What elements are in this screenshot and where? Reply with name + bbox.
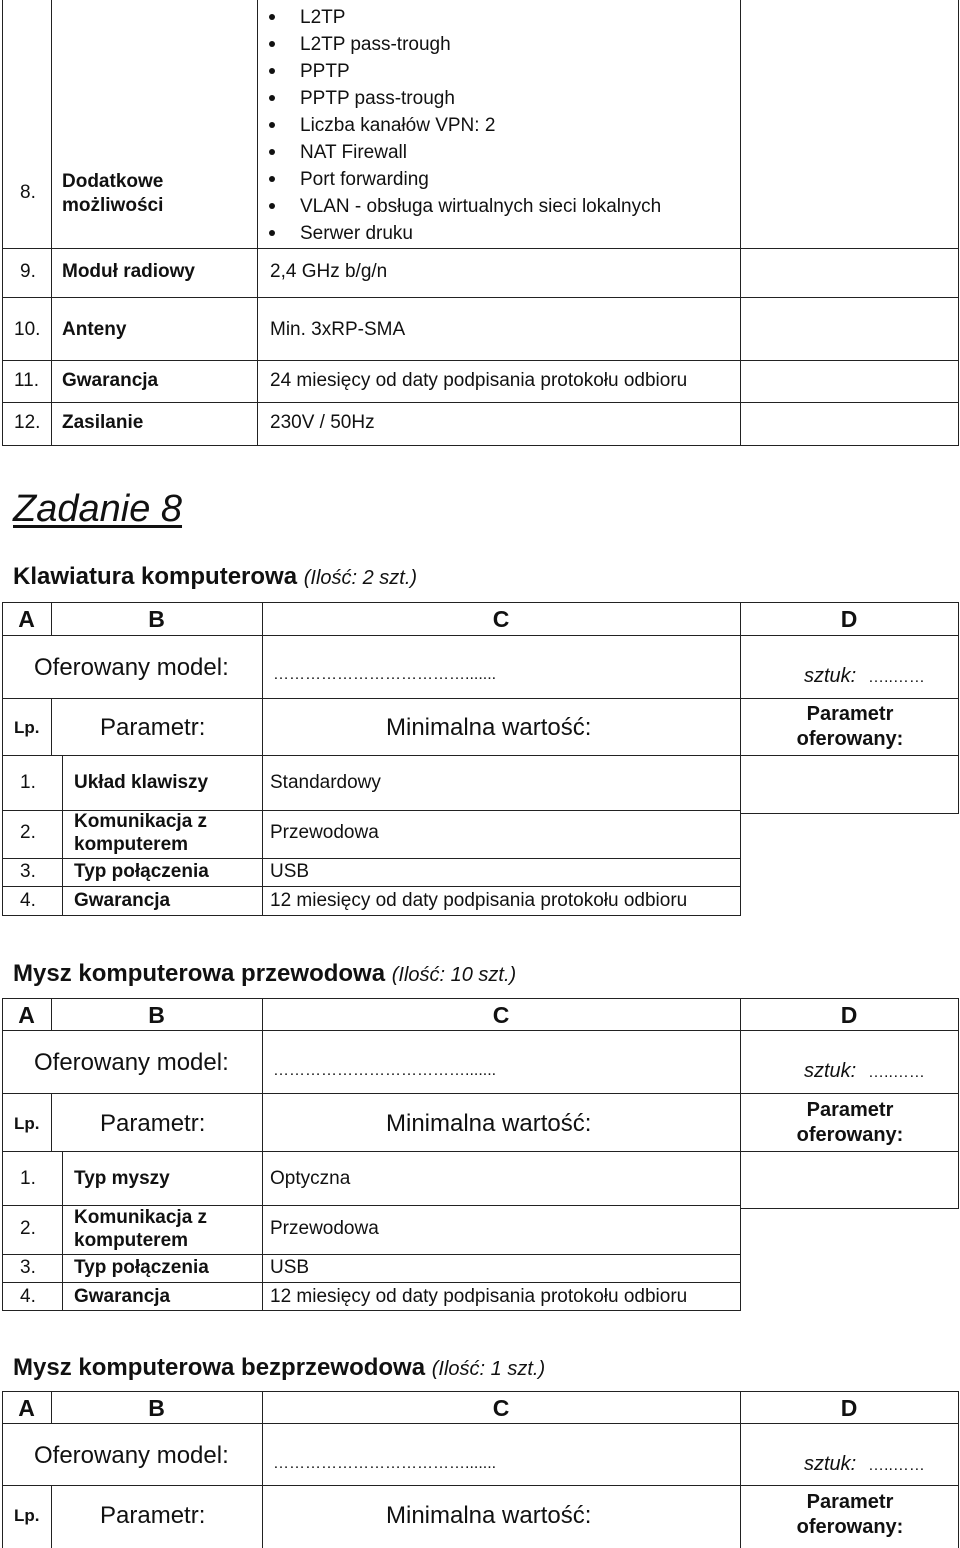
param-header: Parametr: bbox=[100, 1110, 206, 1137]
param-value: 12 miesięcy od daty podpisania protokołu odbioru bbox=[270, 890, 688, 911]
row-number: 2. bbox=[20, 822, 36, 843]
offered-model-label: Oferowany model: bbox=[34, 654, 229, 681]
product-quantity: (Ilość: 10 szt.) bbox=[391, 964, 517, 986]
param-value: Przewodowa bbox=[270, 822, 379, 843]
param-name: Dodatkowe możliwości bbox=[62, 171, 164, 216]
param-value: Standardowy bbox=[270, 772, 381, 793]
row-number: 11. bbox=[14, 370, 40, 391]
pieces-label: sztuk: bbox=[804, 665, 857, 687]
param-value: Optyczna bbox=[270, 1168, 351, 1189]
list-item: Liczba kanałów VPN: 2 bbox=[266, 112, 661, 139]
row-number: 1. bbox=[20, 772, 36, 793]
pieces-label: sztuk: bbox=[804, 1060, 857, 1082]
offered-model-field[interactable]: ………………………………....... bbox=[273, 666, 497, 683]
param-value: USB bbox=[270, 861, 310, 882]
row-number: 3. bbox=[20, 1257, 36, 1278]
offered-param-header: Parametr oferowany: bbox=[796, 1491, 904, 1538]
pieces-field[interactable]: …..…… bbox=[868, 1457, 925, 1474]
param-name: Gwarancja bbox=[74, 1286, 171, 1307]
section-title bbox=[13, 1354, 545, 1382]
product-name: Klawiatura komputerowa bbox=[13, 563, 298, 590]
offered-param-header: Parametr oferowany: bbox=[796, 1099, 904, 1146]
param-name: Komunikacja z komputerem bbox=[74, 811, 208, 855]
offered-model-label: Oferowany model: bbox=[34, 1049, 229, 1076]
list-item: L2TP bbox=[266, 4, 661, 31]
param-name: Typ połączenia bbox=[74, 1257, 209, 1278]
offered-model-field[interactable]: ………………………………....... bbox=[273, 1062, 497, 1079]
param-value: Min. 3xRP-SMA bbox=[270, 319, 406, 340]
col-letter: D bbox=[840, 1002, 858, 1028]
col-letter: A bbox=[18, 606, 35, 632]
pieces-field[interactable]: …..…… bbox=[868, 669, 925, 686]
param-name: Zasilanie bbox=[62, 412, 144, 433]
col-letter: B bbox=[148, 1002, 165, 1028]
col-letter: B bbox=[148, 1395, 165, 1421]
col-letter: A bbox=[18, 1395, 35, 1421]
section-title bbox=[13, 960, 516, 988]
col-letter: C bbox=[492, 606, 510, 632]
row-number: 10. bbox=[14, 319, 41, 340]
param-value: 12 miesięcy od daty podpisania protokołu odbioru bbox=[270, 1286, 688, 1307]
param-value: 230V / 50Hz bbox=[270, 412, 375, 433]
min-value-header: Minimalna wartość: bbox=[386, 1110, 592, 1137]
param-name: Komunikacja z komputerem bbox=[74, 1207, 208, 1251]
row-number: 12. bbox=[14, 412, 41, 433]
pieces-field[interactable]: …..…… bbox=[868, 1064, 925, 1081]
list-item: Port forwarding bbox=[266, 166, 661, 193]
param-value: USB bbox=[270, 1257, 310, 1278]
col-letter: D bbox=[840, 606, 858, 632]
param-name: Moduł radiowy bbox=[62, 261, 195, 282]
param-value: 24 miesięcy od daty podpisania protokołu odbioru bbox=[270, 370, 688, 391]
lp-header: Lp. bbox=[14, 1506, 40, 1525]
col-letter: A bbox=[18, 1002, 35, 1028]
offered-model-field[interactable]: ………………………………....... bbox=[273, 1455, 497, 1472]
product-quantity: (Ilość: 1 szt.) bbox=[431, 1358, 546, 1380]
row-number: 4. bbox=[20, 1286, 36, 1307]
lp-header: Lp. bbox=[14, 718, 40, 737]
param-header: Parametr: bbox=[100, 714, 206, 741]
param-name: Gwarancja bbox=[74, 890, 171, 911]
product-name: Mysz komputerowa przewodowa bbox=[13, 960, 386, 987]
feature-list bbox=[266, 4, 661, 247]
row-number: 4. bbox=[20, 890, 36, 911]
row-number: 3. bbox=[20, 861, 36, 882]
product-name: Mysz komputerowa bezprzewodowa bbox=[13, 1354, 426, 1381]
col-letter: D bbox=[840, 1395, 858, 1421]
list-item: PPTP bbox=[266, 58, 661, 85]
param-name: Gwarancja bbox=[62, 370, 159, 391]
col-letter: C bbox=[492, 1002, 510, 1028]
section-title bbox=[13, 563, 417, 591]
lp-header: Lp. bbox=[14, 1114, 40, 1133]
col-letter: B bbox=[148, 606, 165, 632]
row-number: 9. bbox=[20, 261, 36, 282]
list-item: L2TP pass-trough bbox=[266, 31, 661, 58]
param-header: Parametr: bbox=[100, 1502, 206, 1529]
offered-model-label: Oferowany model: bbox=[34, 1442, 229, 1469]
param-name: Anteny bbox=[62, 319, 127, 340]
param-name: Typ połączenia bbox=[74, 861, 209, 882]
row-number: 1. bbox=[20, 1168, 36, 1189]
row-number: 8. bbox=[20, 182, 36, 203]
pieces-label: sztuk: bbox=[804, 1453, 857, 1475]
param-value: 2,4 GHz b/g/n bbox=[270, 261, 388, 282]
row-number: 2. bbox=[20, 1218, 36, 1239]
min-value-header: Minimalna wartość: bbox=[386, 714, 592, 741]
offered-param-header: Parametr oferowany: bbox=[796, 703, 904, 750]
product-quantity: (Ilość: 2 szt.) bbox=[303, 567, 418, 589]
task-title: Zadanie 8 bbox=[13, 488, 183, 530]
list-item: PPTP pass-trough bbox=[266, 85, 661, 112]
list-item: Serwer druku bbox=[266, 220, 661, 247]
min-value-header: Minimalna wartość: bbox=[386, 1502, 592, 1529]
col-letter: C bbox=[492, 1395, 510, 1421]
list-item: NAT Firewall bbox=[266, 139, 661, 166]
param-value: Przewodowa bbox=[270, 1218, 379, 1239]
param-name: Typ myszy bbox=[74, 1168, 170, 1189]
list-item: VLAN - obsługa wirtualnych sieci lokalnych bbox=[266, 193, 661, 220]
param-name: Układ klawiszy bbox=[74, 772, 209, 793]
